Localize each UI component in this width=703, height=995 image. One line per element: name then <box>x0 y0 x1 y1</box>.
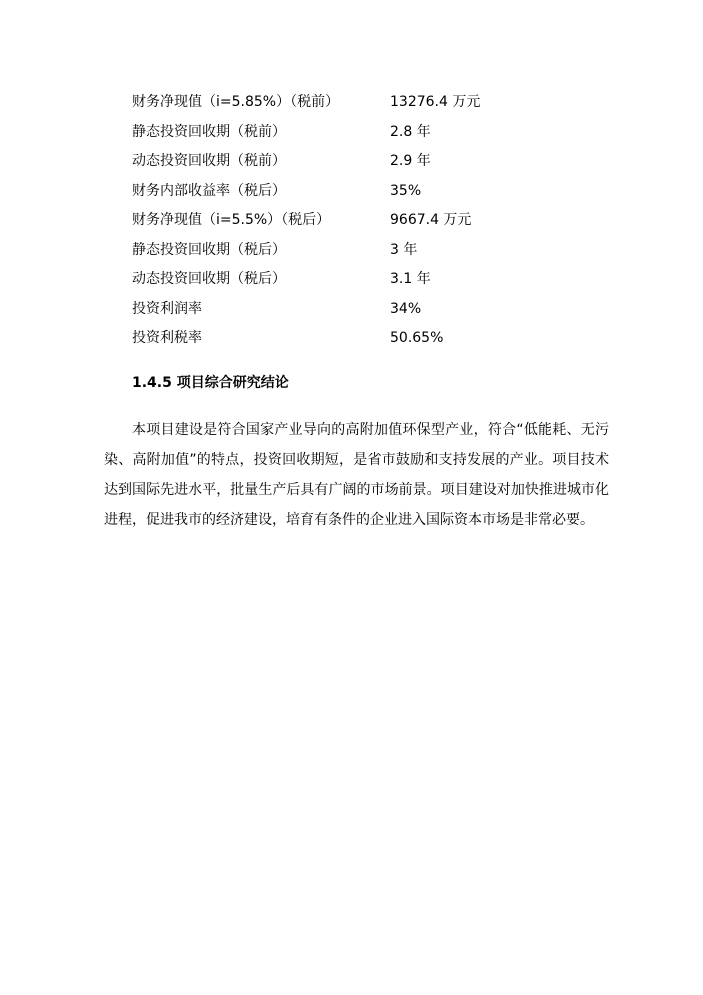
metric-label: 静态投资回收期（税后） <box>132 241 286 258</box>
metric-row <box>132 326 532 356</box>
metric-label: 财务净现值（i=5.85%）（税前） <box>132 94 340 110</box>
metric-value: 13276.4 万元 <box>390 94 481 110</box>
metric-row <box>132 238 532 268</box>
metric-value: 2.8 年 <box>390 123 431 140</box>
metric-row <box>132 297 532 327</box>
conclusion-paragraph: 本项目建设是符合国家产业导向的高附加值环保型产业，符合“低能耗、无污染、高附加值”的特点，投资回收期短，是省市鼓励和支持发展的产业。项目技术达到国际先进水平，批量生产后具有广阔的市场前景。项目建设对加快推进城市化进程，促进我市的经济建设，培育有条件的企业进入国际资本市场是非常必要。 <box>104 422 609 528</box>
metric-label: 动态投资回收期（税前） <box>132 153 286 169</box>
metric-row <box>132 208 532 238</box>
financial-metrics-list <box>132 90 532 356</box>
metric-row <box>132 149 532 179</box>
metric-label: 财务净现值（i=5.5%）（税后） <box>132 212 331 228</box>
metric-value: 9667.4 万元 <box>390 212 472 228</box>
metric-value: 3 年 <box>390 241 418 258</box>
metric-label: 投资利润率 <box>132 300 202 317</box>
section-heading: 1.4.5 项目综合研究结论 <box>132 375 289 391</box>
metric-label: 动态投资回收期（税后） <box>132 271 286 287</box>
metric-row <box>132 179 532 209</box>
metric-row <box>132 90 532 120</box>
metric-row <box>132 267 532 297</box>
metric-label: 财务内部收益率（税后） <box>132 182 286 199</box>
metric-value: 3.1 年 <box>390 271 431 287</box>
metric-row <box>132 120 532 150</box>
metric-label: 静态投资回收期（税前） <box>132 123 286 140</box>
metric-value: 34% <box>390 300 422 317</box>
metric-label: 投资利税率 <box>132 330 202 346</box>
metric-value: 35% <box>390 182 422 199</box>
metric-value: 2.9 年 <box>390 153 431 169</box>
metric-value: 50.65% <box>390 330 444 346</box>
